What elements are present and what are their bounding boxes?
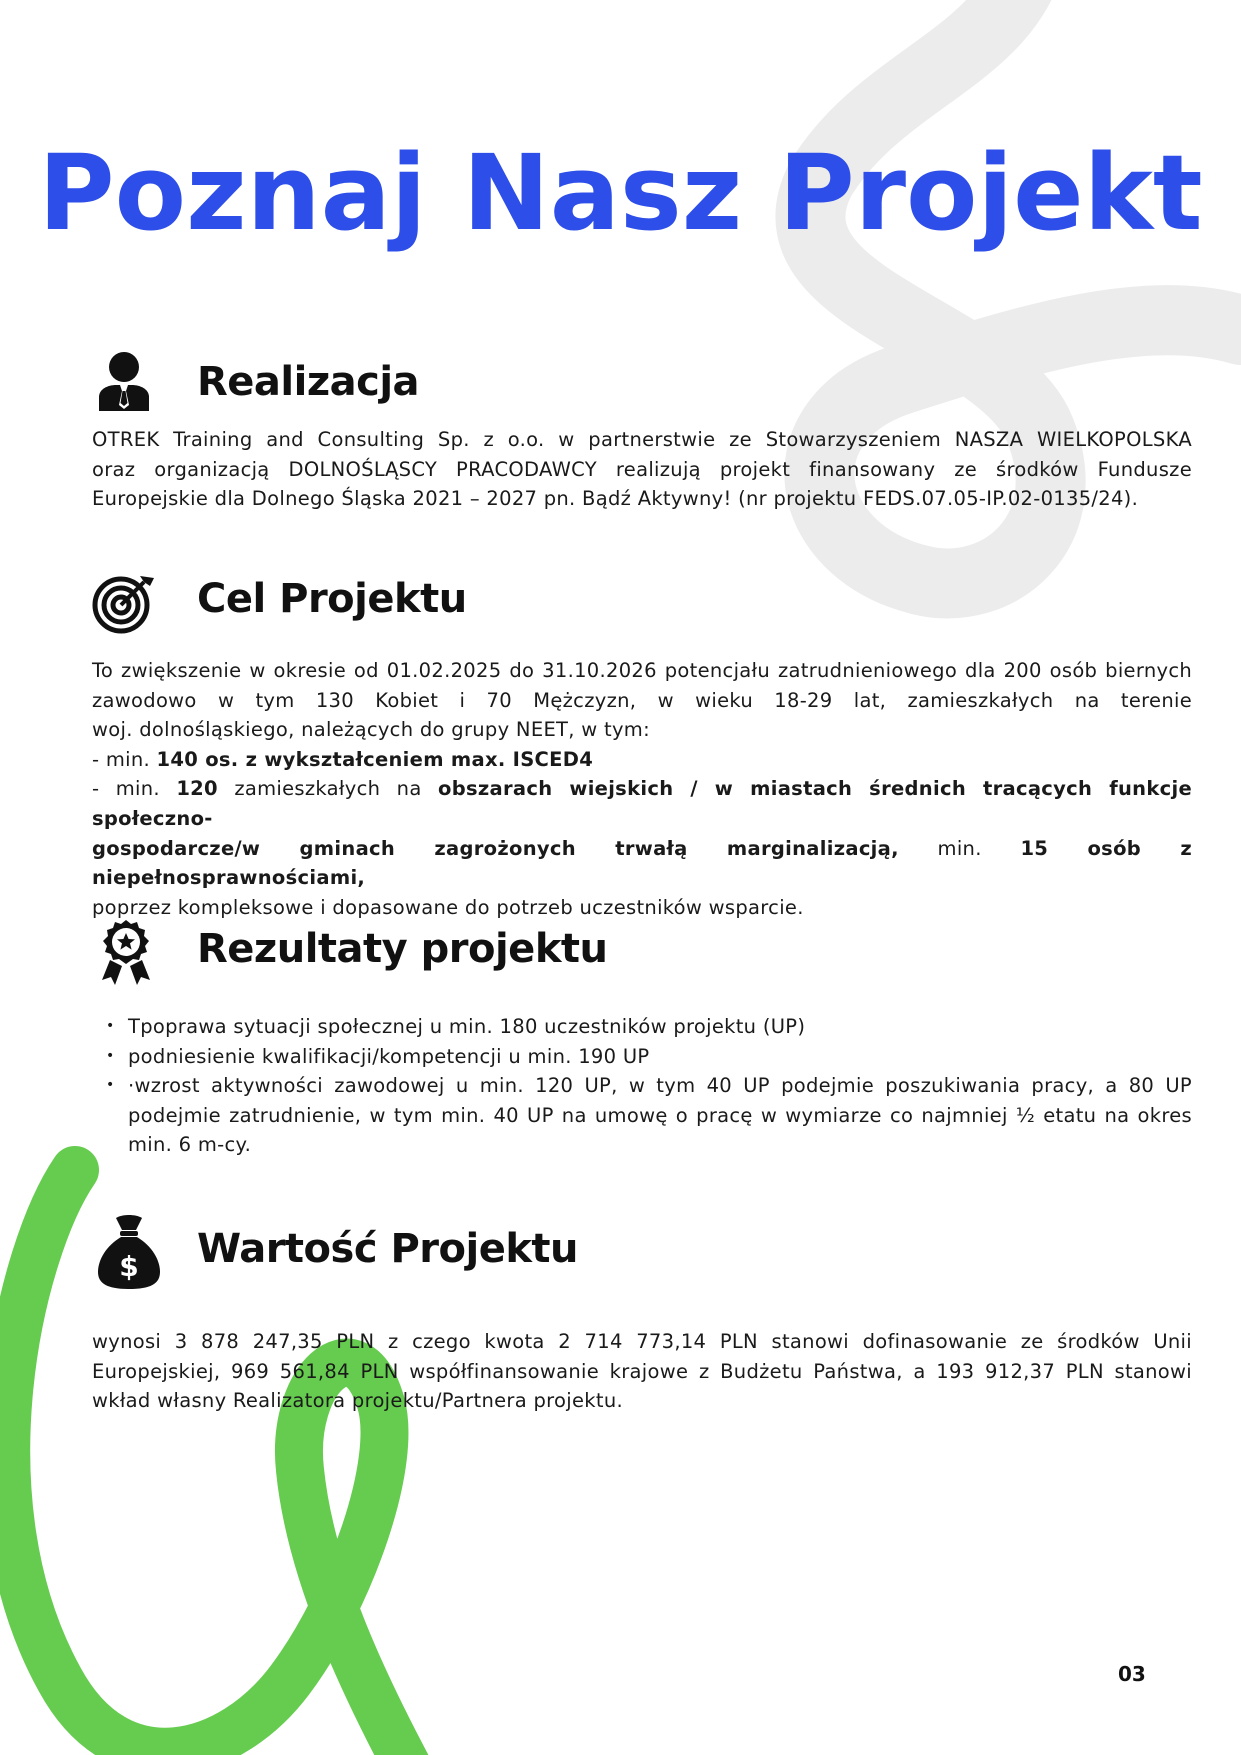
text-line: wynosi 3 878 247,35 PLN z czego kwota 2 714 773,14 PLN stanowi dofinasowanie ze środków Unii	[92, 1330, 1192, 1353]
text-line: Europejskiej, 969 561,84 PLN współfinansowanie krajowe z Budżetu Państwa, a 193 912,37 PLN stanowi	[92, 1359, 1192, 1383]
businessman-icon	[96, 351, 152, 411]
dollar-sign: $	[119, 1250, 139, 1283]
results-list	[92, 1012, 1192, 1160]
text-line: OTREK Training and Consulting Sp. z o.o. w partnerstwie ze Stowarzyszeniem NASZA WIELKOPOLSKA	[92, 428, 1192, 451]
paragraph-wartosc	[92, 1327, 1192, 1416]
text-line: woj. dolnośląskiego, należących do grupy NEET, w tym:	[92, 718, 650, 742]
text-fragment: zamieszkałych na	[217, 777, 438, 801]
heading-realizacja: Realizacja	[197, 359, 420, 405]
heading-wartosc: Wartość Projektu	[197, 1226, 579, 1272]
text-line: • podniesienie kwalifikacji/kompetencji u min. 190 UP	[128, 1044, 650, 1068]
text-fragment: min.	[898, 836, 1021, 860]
text-line: min. 6 m-cy.	[128, 1133, 252, 1157]
text-line	[92, 745, 1192, 775]
bold-fragment: 140 os. z wykształceniem max. ISCED4	[156, 747, 594, 771]
text-line: • Tpoprawa sytuacji społecznej u min. 180 uczestników projektu (UP)	[128, 1015, 806, 1038]
bold-fragment: 120	[176, 777, 218, 801]
text-line	[92, 834, 1192, 893]
text-line	[92, 774, 1192, 833]
text-line: wkład własny Realizatora projektu/Partnera projektu.	[92, 1389, 623, 1413]
target-icon	[92, 570, 156, 634]
bold-fragment: gospodarcze/w gminach zagrożonych trwałą marginalizacją,	[92, 836, 899, 860]
text-line: • ·wzrost aktywności zawodowej u min. 120 UP, w tym 40 UP podejmie poszukiwania pracy, a 80 UP	[128, 1074, 1192, 1098]
list-item	[92, 1012, 1192, 1042]
text-line: zawodowo w tym 130 Kobiet i 70 Mężczyzn, w wieku 18-29 lat, zamieszkałych na terenie	[92, 688, 1192, 712]
text-fragment: - min.	[92, 777, 177, 801]
paragraph-cel-projektu	[92, 656, 1192, 922]
page-title: Poznaj Nasz Projekt	[38, 132, 1203, 254]
money-bag-icon	[96, 1214, 162, 1290]
text-line: podejmie zatrudnienie, w tym min. 40 UP na umowę o pracę w wymiarze co najmniej ½ etatu na okres	[128, 1103, 1192, 1127]
paragraph-realizacja	[92, 425, 1192, 514]
bold-fragment: 15 osób z niepełnosprawnościami,	[92, 836, 1192, 890]
text-line: To zwiększenie w okresie od 01.02.2025 do 31.10.2026 potencjału zatrudnieniowego dla 200 osób biernych	[92, 659, 1192, 682]
text-line: poprzez kompleksowe i dopasowane do potrzeb uczestników wsparcie.	[92, 895, 804, 919]
text-line: oraz organizacją DOLNOŚLĄSCY PRACODAWCY realizują projekt finansowany ze środków Fundusze	[92, 457, 1192, 481]
list-item	[92, 1042, 1192, 1072]
list-item	[92, 1071, 1192, 1160]
text-line: Europejskie dla Dolnego Śląska 2021 – 2027 pn. Bądź Aktywny! (nr projektu FEDS.07.05-IP.02-0135/24).	[92, 487, 1139, 511]
text-fragment: - min.	[92, 747, 157, 771]
heading-cel-projektu: Cel Projektu	[197, 576, 467, 622]
page-number: 03	[1118, 1662, 1146, 1686]
award-badge-icon	[98, 918, 154, 986]
bold-fragment: obszarach wiejskich / w miastach średnich tracących funkcje społeczno-	[92, 777, 1192, 830]
heading-rezultaty: Rezultaty projektu	[197, 926, 608, 972]
